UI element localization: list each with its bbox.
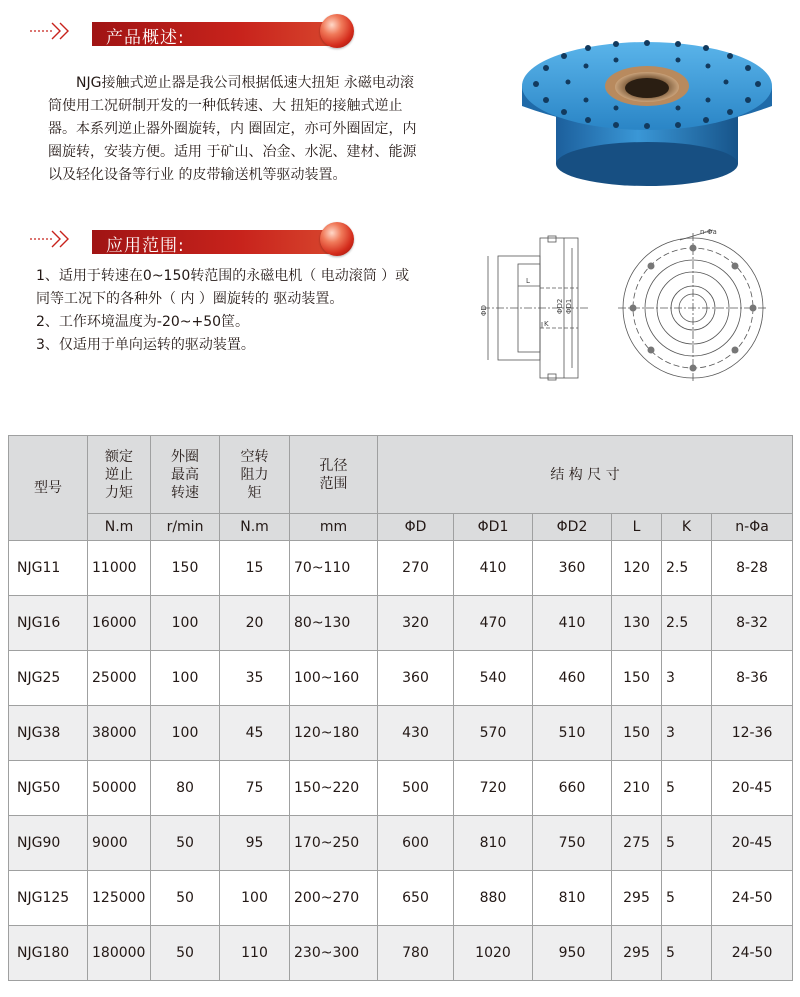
application-line: 同等工况下的各种外（ 内 ）圈旋转的 驱动装置。: [36, 291, 344, 307]
value-cell: 320: [378, 596, 454, 651]
label-d2: ΦD2: [556, 298, 564, 314]
value-cell: 75: [220, 761, 290, 816]
value-cell: 150: [612, 651, 662, 706]
value-cell: 70~110: [290, 541, 378, 596]
value-cell: 540: [454, 651, 533, 706]
value-cell: 270: [378, 541, 454, 596]
model-cell: NJG16: [9, 596, 88, 651]
unit-cell: L: [612, 514, 662, 541]
table-row: [9, 651, 793, 706]
value-cell: 8-36: [712, 651, 793, 706]
unit-cell: r/min: [151, 514, 220, 541]
overview-text: [48, 72, 416, 187]
value-cell: 150: [151, 541, 220, 596]
value-cell: 210: [612, 761, 662, 816]
value-cell: 8-28: [712, 541, 793, 596]
value-cell: 130: [612, 596, 662, 651]
value-cell: 50: [151, 926, 220, 981]
application-header: [30, 224, 350, 254]
table-row: [9, 761, 793, 816]
value-cell: 500: [378, 761, 454, 816]
value-cell: 360: [378, 651, 454, 706]
value-cell: 150: [612, 706, 662, 761]
value-cell: 3: [662, 651, 712, 706]
value-cell: 5: [662, 761, 712, 816]
unit-cell: mm: [290, 514, 378, 541]
overview-title-bar: [92, 22, 340, 46]
value-cell: 11000: [88, 541, 151, 596]
value-cell: 230~300: [290, 926, 378, 981]
value-cell: 45: [220, 706, 290, 761]
value-cell: 880: [454, 871, 533, 926]
overview-line: 以及轻化设备等行业 的皮带输送机等驱动装置。: [48, 167, 347, 183]
double-arrow-icon: [30, 227, 74, 251]
red-sphere-icon: [320, 222, 354, 256]
value-cell: 410: [454, 541, 533, 596]
model-cell: NJG50: [9, 761, 88, 816]
value-cell: 100~160: [290, 651, 378, 706]
value-cell: 430: [378, 706, 454, 761]
value-cell: 410: [533, 596, 612, 651]
value-cell: 2.5: [662, 596, 712, 651]
header-speed: 外圈 最高 转速: [151, 436, 220, 514]
application-line: 1、适用于转速在0~150转范围的永磁电机（ 电动滚筒 ）或: [36, 268, 410, 284]
header-structure: 结 构 尺 寸: [378, 436, 793, 514]
value-cell: 360: [533, 541, 612, 596]
model-cell: NJG38: [9, 706, 88, 761]
value-cell: 8-32: [712, 596, 793, 651]
value-cell: 3: [662, 706, 712, 761]
overview-line: 器。本系列逆止器外圈旋转，内 圈固定，亦可外圈固定，内: [48, 121, 417, 137]
value-cell: 24-50: [712, 926, 793, 981]
overview-line: 筒使用工况研制开发的一种低转速、大 扭矩的接触式逆止: [48, 98, 403, 114]
table-row: [9, 816, 793, 871]
value-cell: 170~250: [290, 816, 378, 871]
value-cell: 660: [533, 761, 612, 816]
table-header-row: [9, 436, 793, 514]
value-cell: 950: [533, 926, 612, 981]
value-cell: 9000: [88, 816, 151, 871]
value-cell: 470: [454, 596, 533, 651]
unit-cell: ΦD: [378, 514, 454, 541]
unit-cell: ΦD1: [454, 514, 533, 541]
value-cell: 295: [612, 926, 662, 981]
value-cell: 80~130: [290, 596, 378, 651]
table-row: [9, 706, 793, 761]
value-cell: 180000: [88, 926, 151, 981]
table-row: [9, 596, 793, 651]
value-cell: 35: [220, 651, 290, 706]
overview-header: [30, 16, 350, 46]
value-cell: 20-45: [712, 816, 793, 871]
value-cell: 80: [151, 761, 220, 816]
value-cell: 600: [378, 816, 454, 871]
value-cell: 15: [220, 541, 290, 596]
value-cell: 25000: [88, 651, 151, 706]
value-cell: 100: [220, 871, 290, 926]
value-cell: 110: [220, 926, 290, 981]
table-units-row: [9, 514, 793, 541]
label-k: K: [544, 320, 549, 328]
model-cell: NJG90: [9, 816, 88, 871]
value-cell: 100: [151, 706, 220, 761]
value-cell: 1020: [454, 926, 533, 981]
unit-cell: N.m: [88, 514, 151, 541]
value-cell: 510: [533, 706, 612, 761]
value-cell: 750: [533, 816, 612, 871]
label-l: L: [526, 277, 530, 285]
value-cell: 200~270: [290, 871, 378, 926]
product-photo: [516, 24, 778, 194]
unit-cell: N.m: [220, 514, 290, 541]
value-cell: 38000: [88, 706, 151, 761]
unit-cell: n-Φa: [712, 514, 793, 541]
value-cell: 810: [533, 871, 612, 926]
application-text: [36, 265, 409, 357]
value-cell: 5: [662, 871, 712, 926]
application-line: 2、工作环境温度为-20~+50筐。: [36, 314, 250, 330]
label-d: ΦD: [480, 305, 488, 316]
value-cell: 295: [612, 871, 662, 926]
value-cell: 120: [612, 541, 662, 596]
model-cell: NJG25: [9, 651, 88, 706]
application-line: 3、仅适用于单向运转的驱动装置。: [36, 337, 255, 353]
value-cell: 810: [454, 816, 533, 871]
value-cell: 460: [533, 651, 612, 706]
application-title: 应用范围:: [106, 236, 185, 256]
value-cell: 2.5: [662, 541, 712, 596]
application-title-bar: [92, 230, 340, 254]
value-cell: 120~180: [290, 706, 378, 761]
unit-cell: K: [662, 514, 712, 541]
value-cell: 650: [378, 871, 454, 926]
header-torque: 额定 逆止 力矩: [88, 436, 151, 514]
label-d1: ΦD1: [565, 298, 573, 314]
header-model: 型号: [9, 436, 88, 541]
value-cell: 275: [612, 816, 662, 871]
value-cell: 150~220: [290, 761, 378, 816]
table-row: [9, 871, 793, 926]
value-cell: 20: [220, 596, 290, 651]
value-cell: 100: [151, 596, 220, 651]
value-cell: 50000: [88, 761, 151, 816]
value-cell: 125000: [88, 871, 151, 926]
value-cell: 50: [151, 816, 220, 871]
value-cell: 5: [662, 926, 712, 981]
value-cell: 24-50: [712, 871, 793, 926]
table-row: [9, 926, 793, 981]
value-cell: 16000: [88, 596, 151, 651]
value-cell: 100: [151, 651, 220, 706]
value-cell: 5: [662, 816, 712, 871]
header-bore: 孔径 范围: [290, 436, 378, 514]
value-cell: 12-36: [712, 706, 793, 761]
model-cell: NJG125: [9, 871, 88, 926]
overview-title: 产品概述:: [106, 28, 185, 48]
overview-line: NJG接触式逆止器是我公司根据低速大扭矩 永磁电动滚: [76, 75, 414, 91]
value-cell: 50: [151, 871, 220, 926]
label-holes: n-Φa: [700, 228, 717, 236]
table-row: [9, 541, 793, 596]
model-cell: NJG11: [9, 541, 88, 596]
double-arrow-icon: [30, 19, 74, 43]
value-cell: 720: [454, 761, 533, 816]
value-cell: 20-45: [712, 761, 793, 816]
red-sphere-icon: [320, 14, 354, 48]
technical-drawing: [478, 228, 778, 388]
model-cell: NJG180: [9, 926, 88, 981]
value-cell: 780: [378, 926, 454, 981]
header-drag: 空转 阻力 矩: [220, 436, 290, 514]
value-cell: 95: [220, 816, 290, 871]
overview-line: 圈旋转，安装方便。适用 于矿山、冶金、水泥、建材、能源: [48, 144, 417, 160]
spec-table: [8, 435, 793, 981]
value-cell: 570: [454, 706, 533, 761]
unit-cell: ΦD2: [533, 514, 612, 541]
